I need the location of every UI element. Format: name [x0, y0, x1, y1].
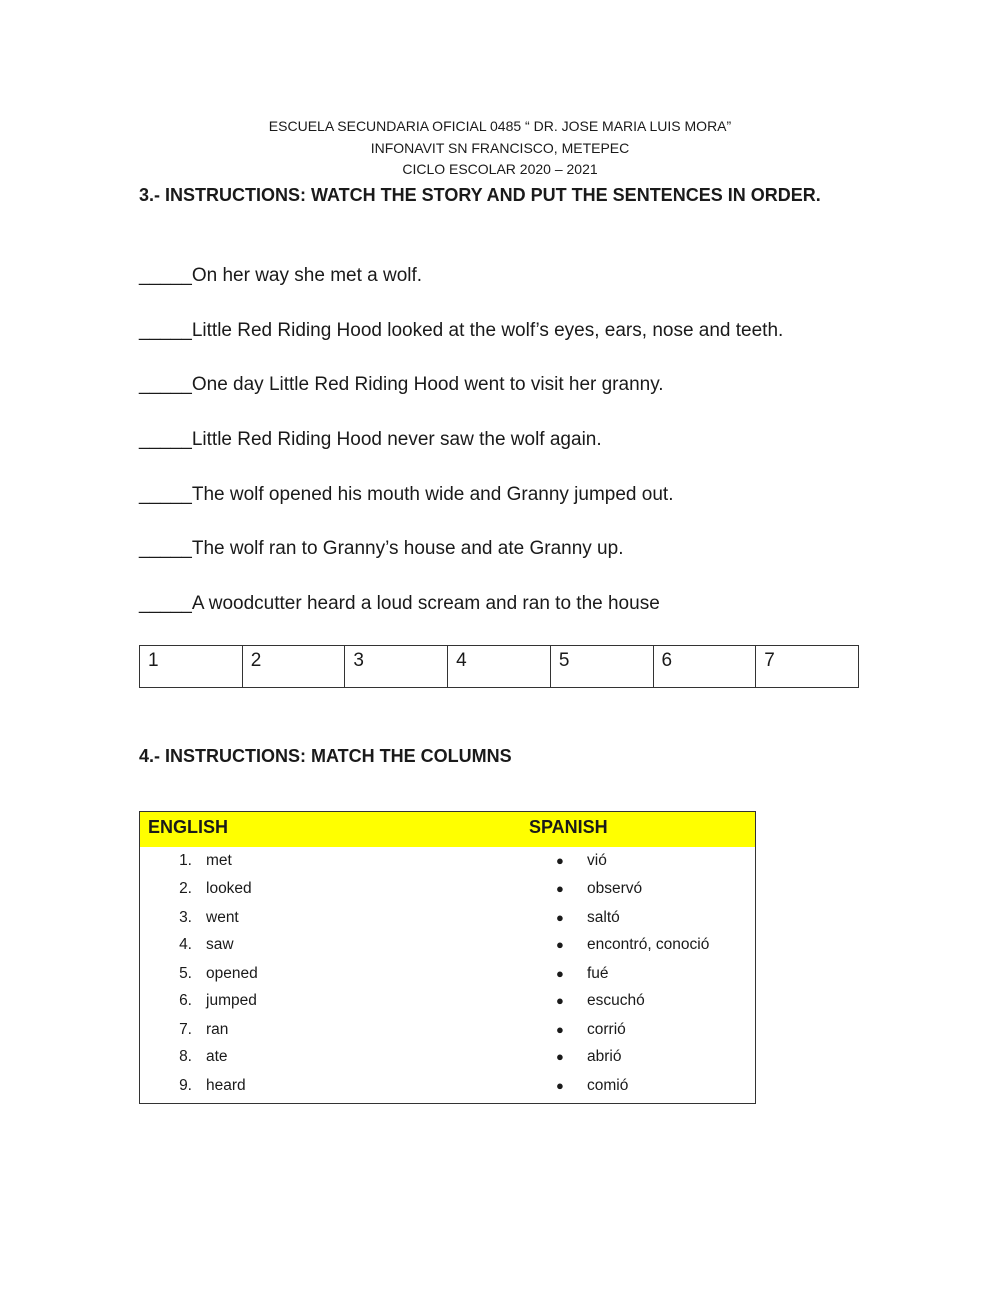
match-row: [140, 1045, 755, 1069]
order-cell[interactable]: 5: [550, 646, 653, 688]
spanish-word[interactable]: vió: [587, 852, 607, 869]
spanish-word[interactable]: observó: [587, 880, 643, 897]
match-columns-table: [139, 811, 756, 1104]
sentence-text: The wolf opened his mouth wide and Granny jumped out.: [191, 483, 674, 505]
english-number: 9.: [179, 1077, 192, 1094]
english-word[interactable]: saw: [206, 936, 234, 953]
sentence-text: One day Little Red Riding Hood went to visit her granny.: [191, 374, 664, 396]
sentence-item: [139, 483, 783, 538]
english-word[interactable]: opened: [206, 965, 258, 982]
spanish-word[interactable]: abrió: [587, 1048, 622, 1065]
english-number: 2.: [179, 880, 192, 897]
english-word[interactable]: heard: [206, 1077, 246, 1094]
match-row: [140, 1074, 755, 1098]
english-word[interactable]: ran: [206, 1021, 229, 1038]
spanish-word[interactable]: encontró, conoció: [587, 936, 710, 953]
answer-blank[interactable]: _____: [139, 593, 192, 615]
english-word[interactable]: jumped: [206, 992, 257, 1009]
bullet-icon: ●: [556, 966, 564, 981]
answer-blank[interactable]: _____: [139, 538, 192, 560]
bullet-icon: ●: [556, 993, 564, 1008]
order-table: [139, 645, 859, 688]
match-row: [140, 933, 755, 957]
order-cell[interactable]: 7: [756, 646, 859, 688]
sentence-text: A woodcutter heard a loud scream and ran to the house: [191, 593, 660, 615]
sentence-item: [139, 264, 783, 319]
match-row: [140, 989, 755, 1013]
bullet-icon: ●: [556, 1049, 564, 1064]
spanish-word[interactable]: escuchó: [587, 992, 645, 1009]
answer-blank[interactable]: _____: [139, 483, 192, 505]
match-row: [140, 962, 755, 986]
spanish-word[interactable]: corrió: [587, 1021, 626, 1038]
sentence-item: [139, 592, 783, 647]
school-cycle: CICLO ESCOLAR 2020 – 2021: [402, 161, 598, 177]
english-number: 3.: [179, 909, 192, 926]
english-number: 5.: [179, 965, 192, 982]
sentence-item: [139, 373, 783, 428]
sentence-text: Little Red Riding Hood never saw the wolf again.: [191, 429, 602, 451]
order-cell[interactable]: 4: [448, 646, 551, 688]
match-row: [140, 849, 755, 873]
match-row: [140, 877, 755, 901]
answer-blank[interactable]: _____: [139, 429, 192, 451]
bullet-icon: ●: [556, 1022, 564, 1037]
sentence-text: Little Red Riding Hood looked at the wolf’s eyes, ears, nose and teeth.: [191, 319, 784, 341]
spanish-word[interactable]: saltó: [587, 909, 620, 926]
english-number: 8.: [179, 1048, 192, 1065]
order-cell[interactable]: 3: [345, 646, 448, 688]
sentence-text: On her way she met a wolf.: [191, 265, 423, 286]
english-number: 7.: [179, 1021, 192, 1038]
bullet-icon: ●: [556, 937, 564, 952]
spanish-word[interactable]: fué: [587, 965, 609, 982]
match-row: [140, 1018, 755, 1042]
bullet-icon: ●: [556, 1078, 564, 1093]
order-cell[interactable]: 1: [140, 646, 243, 688]
answer-blank[interactable]: _____: [139, 319, 192, 341]
section-3-title: 3.- INSTRUCTIONS: WATCH THE STORY AND PUT THE SENTENCES IN ORDER.: [139, 185, 821, 205]
sentence-item: [139, 537, 783, 592]
order-cell[interactable]: 6: [653, 646, 756, 688]
answer-blank[interactable]: _____: [139, 374, 192, 396]
school-name: ESCUELA SECUNDARIA OFICIAL 0485 “ DR. JOSE MARIA LUIS MORA”: [268, 118, 732, 134]
sentence-item: [139, 319, 783, 374]
english-number: 4.: [179, 936, 192, 953]
english-word[interactable]: looked: [206, 880, 252, 897]
english-word[interactable]: met: [206, 852, 232, 869]
english-number: 6.: [179, 992, 192, 1009]
school-location: INFONAVIT SN FRANCISCO, METEPEC: [370, 139, 630, 156]
bullet-icon: ●: [556, 881, 564, 896]
section-4-title: 4.- INSTRUCTIONS: MATCH THE COLUMNS: [139, 746, 512, 766]
sentence-text: The wolf ran to Granny’s house and ate Granny up.: [191, 538, 624, 560]
sentence-item: [139, 428, 783, 483]
bullet-icon: ●: [556, 910, 564, 925]
english-word[interactable]: went: [206, 909, 239, 926]
match-table-header: [140, 812, 755, 847]
answer-blank[interactable]: _____: [139, 265, 192, 286]
spanish-column-header: SPANISH: [529, 817, 608, 837]
match-row: [140, 906, 755, 930]
sentence-list: [139, 264, 783, 647]
english-number: 1.: [179, 852, 192, 869]
english-word[interactable]: ate: [206, 1048, 228, 1065]
bullet-icon: ●: [556, 853, 564, 868]
spanish-word[interactable]: comió: [587, 1077, 629, 1094]
english-column-header: ENGLISH: [148, 817, 229, 837]
order-cell[interactable]: 2: [242, 646, 345, 688]
document-header: [0, 116, 1000, 181]
